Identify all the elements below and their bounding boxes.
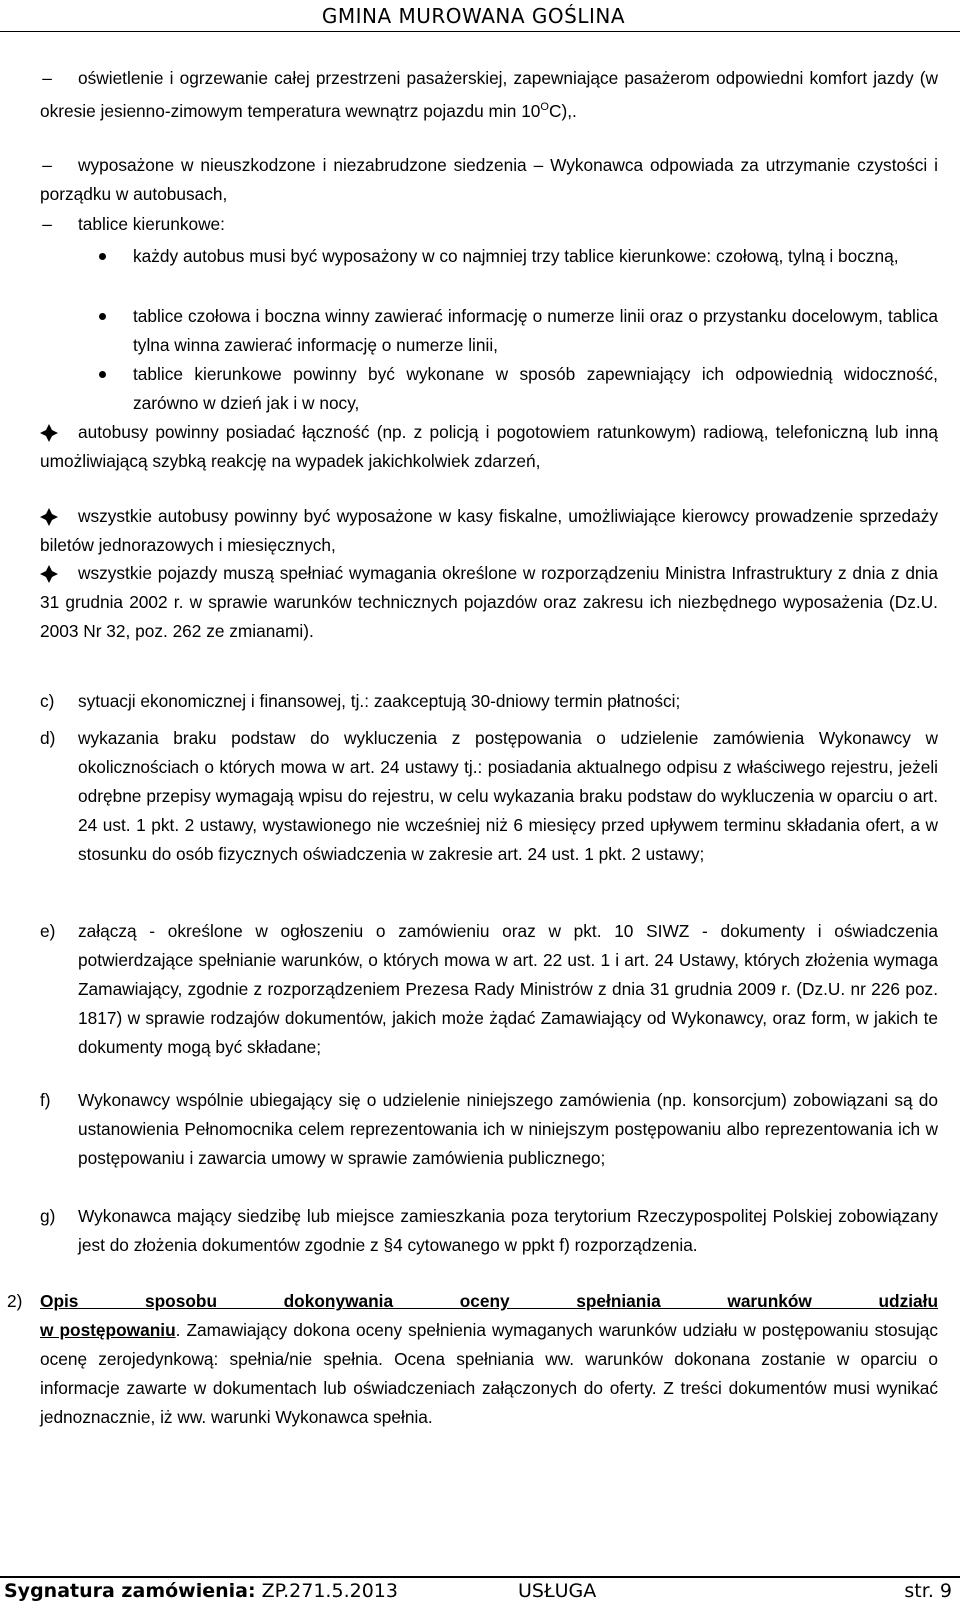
dash-item-text: wyposażone w nieuszkodzone i niezabrudzone siedzenia – Wykonawca odpowiada za utrzymanie czystości i porządku w autobusach, [40, 155, 938, 204]
bullet-text: każdy autobus musi być wyposażony w co najmniej trzy tablice kierunkowe: czołową, tylną i boczną, [133, 246, 899, 266]
letter-text: Wykonawca mający siedzibę lub miejsce zamieszkania poza terytorium Rzeczypospolitej Polskiej zobowiązany jest do złożenia dokumentów zgodnie z §4 cytowanego w ppkt f) rozporządzenia. [78, 1206, 938, 1255]
header-title: GMINA MUROWANA GOŚLINA [321, 4, 625, 28]
diamond-bullet-icon [40, 424, 58, 442]
diamond-item [40, 418, 938, 476]
section-2 [7, 1287, 938, 1432]
letter-label: e) [40, 921, 56, 941]
letter-item-c [40, 687, 938, 716]
letter-text: załączą - określone w ogłoszeniu o zamówieniu oraz w pkt. 10 SIWZ - dokumenty i oświadczenia potwierdzające spełnianie warunków, o których mowa w art. 22 ust. 1 i art. 24 Ustawy, których złożenia wymaga Zamawiający, zgodnie z rozporządzeniem Prezesa Rady Ministrów z dnia 31 grudnia 2009 r. (Dz.U. nr 226 poz. 1817) w sprawie rodzajów dokumentów, jakich może żądać Zamawiający od Wykonawcy, oraz form, w jakich te dokumenty mogą być składane; [78, 921, 938, 1057]
dash-marker: – [42, 214, 52, 234]
bullet-item [133, 360, 938, 418]
footer-signature: Sygnatura zamówienia: ZP.271.5.2013 [4, 1580, 398, 1602]
diamond-text: autobusy powinny posiadać łączność (np. z policją i pogotowiem ratunkowym) radiową, telefoniczną lub inną umożliwiającą szybką reakcję na wypadek jakichkolwiek zdarzeń, [40, 422, 938, 471]
diamond-bullet-icon [40, 508, 58, 526]
footer-type: USŁUGA [518, 1580, 597, 1602]
dash-item-text: oświetlenie i ogrzewanie całej przestrzeni pasażerskiej, zapewniające pasażerom odpowiedni komfort jazdy (w okresie jesienno-zimowym temperatura wewnątrz pojazdu $\min 10^OC$),. [40, 68, 938, 121]
bullet-item [133, 242, 938, 271]
letter-label: g) [40, 1206, 56, 1226]
header-rule [0, 31, 960, 32]
dash-item [40, 210, 938, 239]
page-header [0, 0, 960, 30]
dash-marker: – [42, 155, 52, 175]
letter-item-e [40, 917, 938, 1062]
letter-text: Wykonawcy wspólnie ubiegający się o udzielenie niniejszego zamówienia (np. konsorcjum) zobowiązani są do ustanowienia Pełnomocnika celem reprezentowania ich w niniejszym postępowaniu albo reprezentowania ich w postępowaniu i zawarcia umowy w sprawie zamówienia publicznego; [78, 1090, 938, 1168]
section-body: w postępowaniu. Zamawiający dokona oceny spełnienia wymaganych warunków udziału w postępowaniu stosując ocenę zerojedynkową: spełnia/nie spełnia. Ocena spełniania ww. warunków dokonana zostanie w oparciu o informacje zawarte w dokumentach lub oświadczeniach załączonych do oferty. Z treści dokumentów musi wynikać jednoznacznie, iż ww. warunki Wykonawca spełnia. [40, 1320, 938, 1427]
letter-label: d) [40, 728, 56, 748]
footer-page-number: str. 9 [904, 1580, 952, 1602]
dash-item [40, 151, 938, 209]
diamond-item [40, 502, 938, 560]
section-number: 2) [7, 1291, 23, 1311]
section-heading-line1: Opis sposobu dokonywania oceny spełniania warunków udziału [40, 1291, 938, 1311]
letter-item-f [40, 1086, 938, 1173]
diamond-item [40, 559, 938, 646]
diamond-text: wszystkie pojazdy muszą spełniać wymagania określone w rozporządzeniu Ministra Infrastruktury z dnia z dnia 31 grudnia 2002 r. w sprawie warunków technicznych pojazdów oraz zakresu ich niezbędnego wyposażenia (Dz.U. 2003 Nr 32, poz. 262 ze zmianami). [40, 563, 938, 641]
dash-item-text: tablice kierunkowe: [78, 214, 225, 234]
section-heading-line2: w postępowaniu [40, 1320, 176, 1340]
page-footer [0, 1576, 960, 1607]
letter-label: f) [40, 1090, 51, 1110]
diamond-text: wszystkie autobusy powinny być wyposażone w kasy fiskalne, umożliwiające kierowcy prowadzenie sprzedaży biletów jednorazowych i miesięcznych, [40, 506, 938, 555]
bullet-text: tablice kierunkowe powinny być wykonane w sposób zapewniający ich odpowiednią widoczność, zarówno w dzień jak i w nocy, [133, 364, 938, 413]
bullet-item [133, 302, 938, 360]
bullet-text: tablice czołowa i boczna winny zawierać informację o numerze linii oraz o przystanku docelowym, tablica tylna winna zawierać informację o numerze linii, [133, 306, 938, 355]
bullet-icon [99, 371, 106, 378]
letter-item-g [40, 1202, 938, 1260]
letter-text: wykazania braku podstaw do wykluczenia z postępowania o udzielenie zamówienia Wykonawcy w okolicznościach o których mowa w art. 24 ustawy tj.: posiadania aktualnego odpisu z właściwego rejestru, jeżeli odrębne przepisy wymagają wpisu do rejestru, w celu wykazania braku podstaw do wykluczenia w oparciu o art. 24 ust. 1 pkt. 2 ustawy, wystawionego nie wcześniej niż 6 miesięcy przed upływem terminu składania ofert, a w stosunku do osób fizycznych oświadczenia w zakresie art. 24 ust. 1 pkt. 2 ustawy; [78, 728, 938, 864]
dash-item [40, 64, 938, 126]
bullet-icon [99, 253, 106, 260]
letter-label: c) [40, 691, 55, 711]
dash-marker: – [42, 68, 52, 88]
bullet-icon [99, 313, 106, 320]
letter-item-d [40, 724, 938, 869]
diamond-bullet-icon [40, 565, 58, 583]
letter-text: sytuacji ekonomicznej i finansowej, tj.: zaakceptują 30-dniowy termin płatności; [78, 691, 681, 711]
